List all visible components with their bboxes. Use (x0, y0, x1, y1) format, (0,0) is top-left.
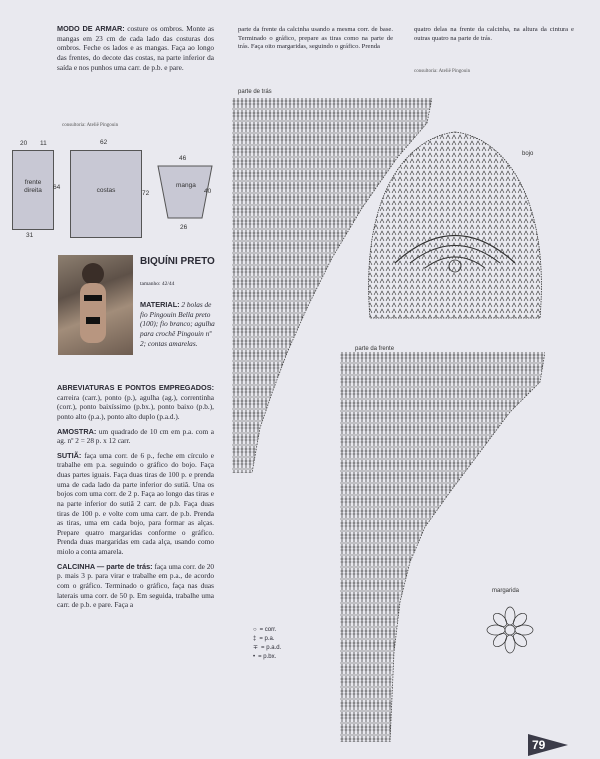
label-back: parte de trás (238, 89, 272, 95)
sleeve-label: manga (176, 182, 196, 189)
label-daisy: margarida (492, 588, 520, 594)
legend-symbol: • (253, 654, 256, 660)
dim-m-top: 46 (179, 155, 187, 162)
abbrev-lead: ABREVIATURAS E PONTOS EMPREGADOS: (57, 383, 214, 392)
legend-row (253, 653, 281, 662)
instructions-continued: parte da frente da calcinha usando a mesma corr. de base. Terminado o gráfico, prepare as tiras como na parte de trás. Faça oito margaridas, seguindo o gráfico. Prenda (238, 26, 393, 51)
front-piece (12, 150, 54, 230)
legend-row (253, 635, 281, 644)
dim-f-top-a: 20 (20, 140, 28, 147)
instructions-body (57, 383, 214, 610)
label-front: parte da frente (355, 346, 395, 352)
legend-text: = p.bx. (258, 654, 277, 660)
assembly-text: costure os ombros. Monte as mangas em 23 cm de cada lado das costuras dos ombros. Feche os lados e as mangas. Faça ao longo das frentes, do decote das costas, na parte inferior da saída e nos punhos uma carr. de p.b. e pare. (57, 24, 214, 72)
assembly-lead: MODO DE ARMAR: (57, 24, 125, 33)
front-label: frente direita (24, 179, 42, 195)
daisy-chart (480, 600, 540, 660)
model-photo (58, 255, 133, 355)
front-chart (340, 352, 545, 742)
assembly-instructions (57, 24, 214, 72)
dim-m-bottom: 26 (180, 224, 188, 231)
instructions-end (414, 26, 574, 43)
dim-f-bottom: 31 (26, 232, 34, 239)
credit-1: consultoria: Ateliê Pingouin (62, 123, 119, 128)
pattern-schematics (8, 136, 218, 246)
amostra-text: um quadrado de 10 cm em p.a. com a ag. nº 2 = 28 p. x 12 carr. (57, 426, 215, 446)
label-cup: bojo (522, 151, 534, 157)
dim-c-side: 72 (142, 190, 150, 197)
calcinha-text: faça uma corr. de 20 p. mais 3 p. para virar e trabalhe em p.a., de acordo com o gráfico. Terminado o gráfico, faça nas duas laterais uma corr. de 50 p. Em seguida, trabalhe uma carr. de p.b. e pare. Faça a (57, 561, 215, 610)
cup-chart (355, 128, 555, 328)
sutia-text: faça uma corr. de 6 p., feche em círculo e trabalhe em p.a. seguindo o gráfico do bojo. Faça duas partes iguais. Faça duas tiras de 100 p. e prenda uma de cada lado da parte inferior do sutiã. Una os bojos com uma corr. de 2 p. Faça ao longo das tiras e na parte inferior do sutiã 2 carr. de p.b. Faça duas tiras de 100 p. e volte com uma carr. de p.b. Prenda as tiras, uma em cada bojo, para formar as alças. Prepare quatro margaridas conforme o gráfico. Prenda duas margaridas em cada alça, usando como miolo a conta amarela. (57, 450, 214, 556)
dim-f-top-b: 11 (40, 140, 47, 147)
sutia-lead: SUTIÃ: (57, 450, 82, 460)
legend-text: = corr. (259, 627, 277, 633)
project-title: BIQUÍNI PRETO (140, 256, 215, 267)
back-piece (70, 150, 142, 238)
legend-symbol: ∓ (253, 645, 259, 651)
material-text: 2 bolas de fio Pingouin Bella preto (100); fio branco; agulha para crochê Pingouin nº 2; contas amarelas. (140, 300, 215, 348)
amostra-lead: AMOSTRA: (57, 426, 97, 436)
page-number-badge (528, 734, 568, 756)
legend-row (253, 644, 281, 653)
size-info: tamanho: 42/44 (140, 281, 175, 287)
legend-symbol: ○ (253, 627, 257, 633)
page-number: 79 (532, 738, 546, 752)
legend-row (253, 626, 281, 635)
abbrev-text: carreira (carr.), ponto (p.), agulha (ag.), correntinha (corr.), ponto baixíssimo (p.bx.), ponto baixo (p.b.), ponto alto (p.a.), ponto alto duplo (p.a.d.). (57, 392, 214, 421)
legend-text: = p.a.d. (261, 645, 282, 651)
back-label: costas (96, 187, 116, 194)
legend-text: = p.a. (259, 636, 275, 642)
materials (140, 300, 218, 348)
credit-2: consultoria: Ateliê Pingouin (414, 69, 471, 74)
instructions-end-text: quatro delas na frente da calcinha, na altura da cintura e outras quatro na parte de trás. (414, 26, 574, 42)
dim-m-side: 40 (204, 188, 212, 195)
dim-f-side: 64 (53, 184, 61, 191)
legend-symbol: ‡ (253, 636, 257, 642)
stitch-legend (253, 626, 281, 662)
material-lead: MATERIAL: (140, 300, 180, 309)
calcinha-lead: CALCINHA — parte de trás: (57, 561, 153, 571)
dim-c-top: 62 (100, 139, 108, 146)
